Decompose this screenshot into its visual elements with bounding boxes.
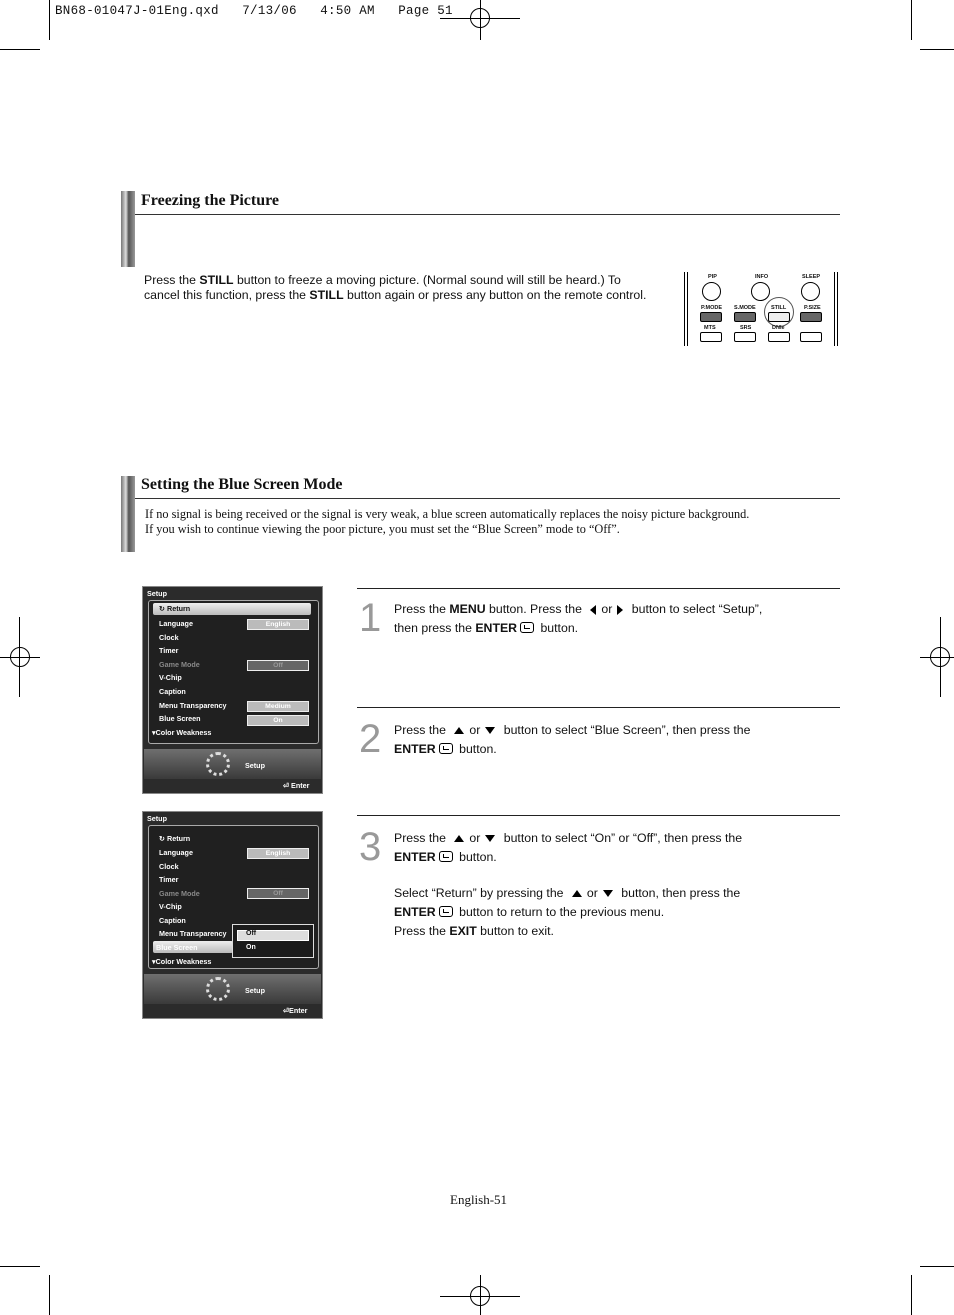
remote-label: P.MODE	[701, 305, 722, 311]
osd-item-caption: Caption	[159, 687, 186, 696]
up-arrow-icon	[454, 835, 464, 842]
crop-mark	[920, 1266, 954, 1267]
channel-up-button-icon	[800, 332, 822, 342]
osd-bottom-bar	[144, 749, 321, 779]
osd-item-caption: Caption	[159, 916, 186, 925]
enter-icon	[520, 622, 534, 633]
osd-item-vchip: V-Chip	[159, 673, 182, 682]
registration-mark	[470, 8, 490, 28]
highlight-circle-icon	[764, 297, 794, 327]
blue-screen-description: If no signal is being received or the signal is very weak, a blue screen automatically replaces the noisy picture background. If you wish to continue viewing the poor picture, you must set the “Blue Screen” mode to “Off”.	[145, 507, 750, 536]
print-header: BN68-01047J-01Eng.qxd 7/13/06 4:50 AM Page 51	[55, 4, 453, 18]
remote-label: MTS	[704, 325, 716, 331]
osd-value-blue-screen: On	[247, 715, 309, 726]
remote-label: STILL	[771, 305, 787, 311]
osd-enter-hint: ⏎Enter	[283, 1006, 308, 1015]
pip-button-icon	[702, 282, 721, 301]
osd-value-language: English	[247, 848, 309, 859]
section-title-blue-screen: Setting the Blue Screen Mode	[141, 476, 343, 493]
registration-mark	[10, 647, 30, 667]
info-button-icon	[751, 282, 770, 301]
osd-bottom-bar	[144, 974, 321, 1004]
pmode-button-icon	[700, 312, 722, 322]
remote-label: S.MODE	[734, 305, 756, 311]
osd-bottom-label: Setup	[245, 761, 265, 770]
osd-item-blue-screen: Blue Screen	[156, 943, 198, 952]
step-rule	[357, 707, 840, 708]
osd-item-language: Language	[159, 619, 193, 628]
osd-item-return: ↻ Return	[159, 604, 191, 613]
section-rule	[135, 214, 840, 215]
remote-label: SRS	[740, 325, 752, 331]
remote-label: SLEEP	[802, 274, 821, 280]
remote-label: P.SIZE	[804, 305, 821, 311]
osd-title: Setup	[147, 589, 167, 598]
step-rule	[357, 815, 840, 816]
step-rule	[357, 588, 840, 589]
osd-item-clock: Clock	[159, 862, 179, 871]
crop-mark	[49, 1275, 50, 1315]
remote-label: INFO	[755, 274, 769, 280]
osd-item-timer: Timer	[159, 646, 179, 655]
crop-mark	[911, 0, 912, 40]
remote-control-illustration	[682, 272, 840, 346]
step-1-text: Press the MENU button. Press the or button to select “Setup”, then press the ENTER button.	[394, 602, 763, 635]
crop-mark	[911, 1275, 912, 1315]
osd-item-language: Language	[159, 848, 193, 857]
osd-item-game-mode: Game Mode	[159, 660, 200, 669]
osd-enter-hint: ⏎ Enter	[283, 781, 310, 790]
remote-label: DNIe	[772, 325, 785, 331]
osd-item-color-weakness: ▾Color Weakness	[152, 728, 212, 737]
blue-screen-popup	[232, 924, 314, 958]
registration-mark	[930, 647, 950, 667]
setup-menu-screen-2	[142, 811, 323, 1019]
osd-value-game-mode: Off	[247, 888, 309, 899]
osd-bottom-label: Setup	[245, 986, 265, 995]
step-2-text: Press the or button to select “Blue Screen”, then press the ENTER button.	[394, 723, 751, 756]
sleep-button-icon	[801, 282, 820, 301]
up-arrow-icon	[454, 727, 464, 734]
down-arrow-icon	[485, 835, 495, 842]
down-arrow-icon	[485, 727, 495, 734]
section-rule	[135, 498, 840, 499]
osd-item-timer: Timer	[159, 875, 179, 884]
osd-title: Setup	[147, 814, 167, 823]
crop-mark	[920, 49, 954, 50]
section-bar	[121, 191, 135, 267]
up-arrow-icon	[572, 890, 582, 897]
step-3-text: Press the or button to select “On” or “Off”, then press the ENTER button. Select “Return” by pressing the or button, then press the ENTER button to return to the previous menu. Press the EXIT button to exit.	[394, 831, 743, 938]
dnie-button-icon	[768, 332, 790, 342]
step-number: 2	[359, 717, 382, 761]
osd-item-return: ↻ Return	[159, 834, 191, 843]
smode-button-icon	[734, 312, 756, 322]
freeze-description: Press the STILL button to freeze a moving picture. (Normal sound will still be heard.) To cancel this function, press the STILL button again or press any button on the remote control.	[144, 273, 647, 302]
popup-option-on: On	[246, 944, 256, 951]
down-arrow-icon	[603, 890, 613, 897]
crop-mark	[49, 0, 50, 40]
page-number: English-51	[450, 1192, 508, 1207]
osd-item-blue-screen: Blue Screen	[159, 714, 201, 723]
osd-panel	[148, 600, 319, 744]
osd-item-clock: Clock	[159, 633, 179, 642]
srs-button-icon	[734, 332, 756, 342]
gear-icon	[206, 977, 230, 1001]
crop-mark	[0, 1266, 40, 1267]
registration-mark	[470, 1286, 490, 1306]
osd-item-menu-transparency: Menu Transparency	[159, 701, 227, 710]
section-title-freezing: Freezing the Picture	[141, 192, 280, 209]
osd-value-language: English	[247, 619, 309, 630]
osd-item-game-mode: Game Mode	[159, 889, 200, 898]
right-arrow-icon	[617, 605, 623, 615]
osd-value-menu-transparency: Medium	[247, 701, 309, 712]
popup-option-off: Off	[246, 930, 257, 937]
osd-item-menu-transparency: Menu Transparency	[159, 929, 227, 938]
mts-button-icon	[700, 332, 722, 342]
gear-icon	[206, 752, 230, 776]
crop-mark	[0, 49, 40, 50]
enter-icon	[439, 906, 453, 917]
step-number: 3	[359, 825, 382, 869]
setup-menu-screen-1	[142, 586, 323, 794]
osd-item-vchip: V-Chip	[159, 902, 182, 911]
left-arrow-icon	[590, 605, 596, 615]
remote-label: PIP	[708, 274, 717, 280]
osd-value-game-mode: Off	[247, 660, 309, 671]
enter-icon	[439, 851, 453, 862]
enter-icon	[439, 743, 453, 754]
step-number: 1	[359, 596, 382, 640]
psize-button-icon	[800, 312, 822, 322]
section-bar	[121, 476, 135, 552]
osd-panel	[148, 825, 319, 969]
osd-item-color-weakness: ▾Color Weakness	[152, 957, 212, 966]
